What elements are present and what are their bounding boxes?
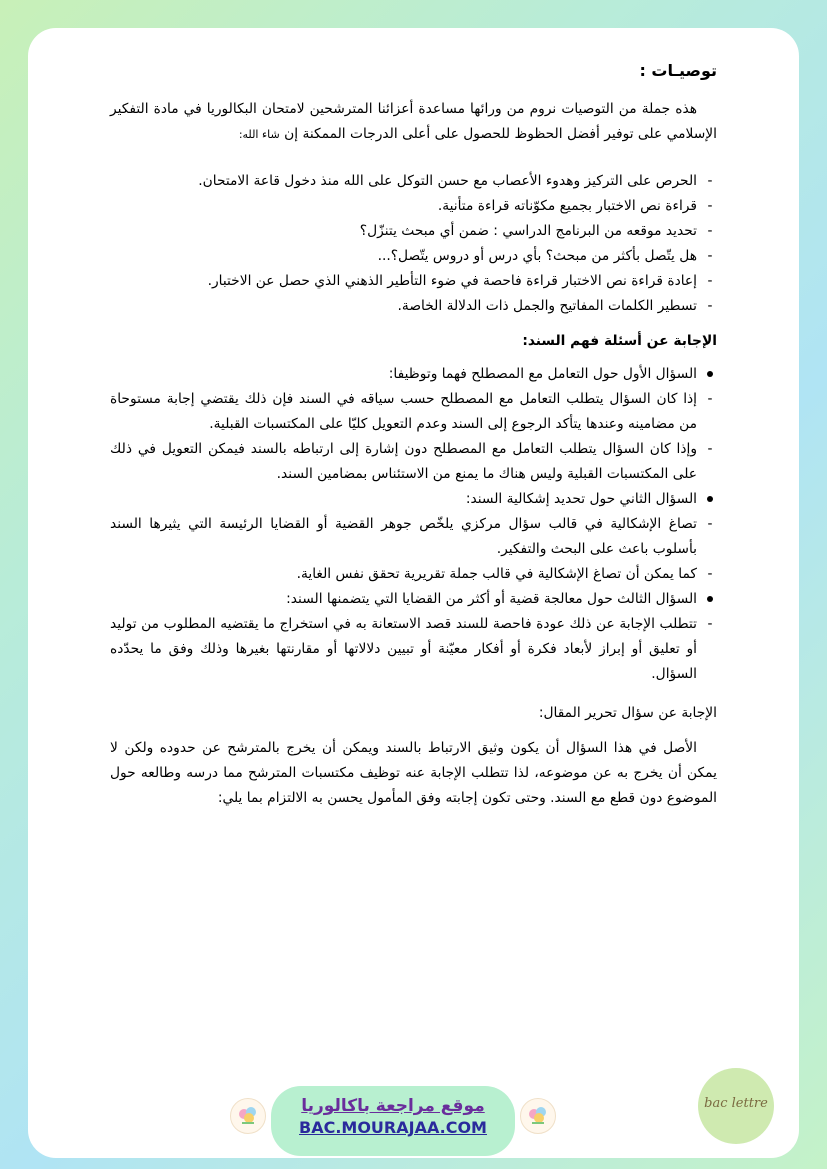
page-title: توصيـات : [639, 61, 717, 80]
bullet-icon [703, 487, 717, 512]
list-item: - وإذا كان السؤال يتطلب التعامل مع المصطلح دون إشارة إلى ارتباطه بالسند فيمكن التعويل في ذلك على المكتسبات القبلية وليس هناك ما يمنع من الاستئناس بمضامين السند. [110, 437, 717, 487]
list-item: - تحديد موقعه من البرنامج الدراسي : ضمن أي مبحث يتنزّل؟ [110, 219, 717, 244]
list-item: - تسطير الكلمات المفاتيح والجمل ذات الدلالة الخاصة. [110, 294, 717, 319]
dash-marker: - [707, 566, 713, 582]
dash-marker: - [707, 173, 713, 189]
section-heading-essay: الإجابة عن سؤال تحرير المقال: [538, 705, 717, 721]
intro-paragraph [110, 97, 717, 147]
list-item: - تصاغ الإشكالية في قالب سؤال مركزي يلخّص جوهر القضية أو القضايا الرئيسة التي يثيرها السند بأسلوب باعث على البحث والتفكير. [110, 512, 717, 562]
section-heading-comprehension: الإجابة عن أسئلة فهم السند: [522, 333, 717, 349]
bullet-icon [703, 362, 717, 387]
comprehension-list [110, 362, 717, 687]
dash-marker: - [707, 391, 713, 407]
essay-paragraph: الأصل في هذا السؤال أن يكون وثيق الارتباط بالسند ويمكن أن يخرج بالمترشح عن حدوده ولكن لا يمكن أن يخرج به عن موضوعه، لذا تتطلب الإجابة عنه توظيف مكتسبات المترشح مما درسه وطالعه حول الموضوع دون قطع مع السند. وحتى تكون إجابته وفق المأمول يحسن به الالتزام بما يلي: [110, 740, 717, 806]
list-item: - الحرص على التركيز وهدوء الأعصاب مع حسن التوكل على الله منذ دخول قاعة الامتحان. [110, 169, 717, 194]
dash-marker: - [707, 298, 713, 314]
flower-logo-icon [230, 1098, 266, 1134]
dash-marker: - [707, 198, 713, 214]
dash-marker: - [707, 616, 713, 632]
footer-site-name[interactable]: موقع مراجعة باكالوريا [301, 1096, 485, 1116]
list-item: - تتطلب الإجابة عن ذلك عودة فاحصة للسند قصد الاستعانة به في استخراج ما يقتضيه المطلوب من توليد أو تعليق أو إبراز لأبعاد فكرة أو أفكار معيّنة أو تبيين دلالاتها أو مقارنتها بغيرها وذلك وفق ما يحدّده السؤال. [110, 612, 717, 687]
list-item: السؤال الثالث حول معالجة قضية أو أكثر من القضايا التي يتضمنها السند: [110, 587, 717, 612]
document-content [110, 58, 717, 811]
list-item: السؤال الثاني حول تحديد إشكالية السند: [110, 487, 717, 512]
list-item: - قراءة نص الاختبار بجميع مكوّناته قراءة متأنية. [110, 194, 717, 219]
dash-marker: - [707, 516, 713, 532]
list-item: السؤال الأول حول التعامل مع المصطلح فهما وتوظيفا: [110, 362, 717, 387]
list-item: - إعادة قراءة نص الاختبار قراءة فاحصة في ضوء التأطير الذهني الذي حصل عن الاختبار. [110, 269, 717, 294]
footer-url-link[interactable]: BAC.MOURAJAA.COM [299, 1118, 487, 1137]
bac-lettre-logo [698, 1068, 774, 1144]
intro-main: هذه جملة من التوصيات نروم من ورائها مساعدة أعزائنا المترشحين لامتحان البكالوريا في مادة التفكير الإسلامي على توفير أفضل الحظوظ للحصول على أعلى الدرجات الممكنة إن [110, 101, 717, 142]
dash-marker: - [707, 273, 713, 289]
footer-banner[interactable] [271, 1086, 515, 1156]
logo-text: bac lettre [704, 1096, 768, 1111]
list-item: - كما يمكن أن تصاغ الإشكالية في قالب جملة تقريرية تحقق نفس الغاية. [110, 562, 717, 587]
dash-marker: - [707, 223, 713, 239]
bullet-icon [703, 587, 717, 612]
flower-logo-icon [520, 1098, 556, 1134]
dash-marker: - [707, 248, 713, 264]
list-item: - هل يتّصل بأكثر من مبحث؟ بأي درس أو دروس يتّصل؟... [110, 244, 717, 269]
list-item: - إذا كان السؤال يتطلب التعامل مع المصطلح حسب سياقه في السند فإن ذلك يقتضي إجابة مستوحاة من مضامينه وعندها يتأكد الرجوع إلى السند وعدم التعويل كليّا على المكتسبات القبلية. [110, 387, 717, 437]
dash-marker: - [707, 441, 713, 457]
intro-tail: شاء الله: [238, 128, 280, 141]
recommendations-list [110, 169, 717, 319]
